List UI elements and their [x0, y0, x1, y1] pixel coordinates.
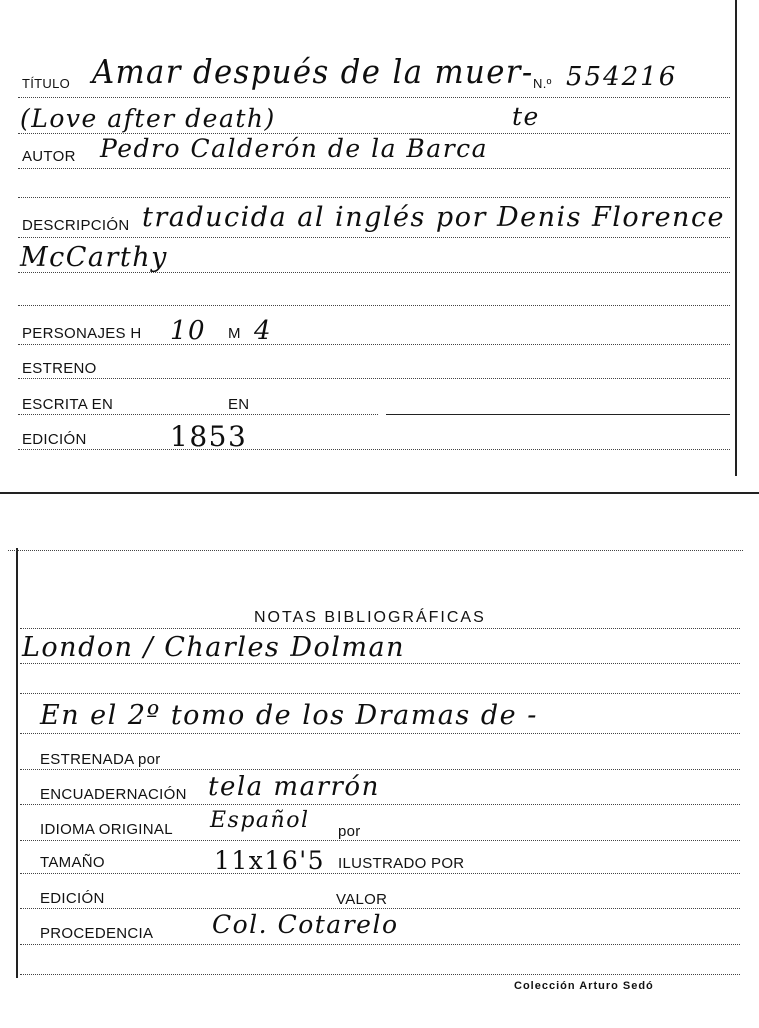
notas-rule-2 — [20, 693, 740, 694]
personajes-m-label: M — [228, 325, 241, 342]
catalog-card-bottom — [0, 540, 759, 1028]
blank-line-2 — [18, 305, 730, 306]
edicion-label-2: EDICIÓN — [40, 890, 105, 907]
idioma-label: IDIOMA ORIGINAL — [40, 821, 173, 838]
notas-heading: NOTAS BIBLIOGRÁFICAS — [254, 609, 486, 626]
encuadernacion-label: ENCUADERNACIÓN — [40, 786, 187, 803]
autor-label: AUTOR — [22, 148, 76, 165]
escrita-line — [18, 414, 378, 415]
estreno-label: ESTRENO — [22, 360, 97, 377]
estrenada-line — [20, 769, 740, 770]
notas-line-2: En el 2º tomo de los Dramas de - — [40, 700, 538, 731]
en-line — [386, 414, 730, 415]
card-left-border — [16, 548, 18, 978]
titulo-value: Amar después de la muer- — [92, 52, 534, 91]
procedencia-value: Col. Cotarelo — [212, 910, 399, 939]
titulo-label: TÍTULO — [22, 76, 71, 91]
encuadernacion-value: tela marrón — [208, 772, 380, 802]
titulo-line — [18, 97, 730, 98]
valor-label: VALOR — [336, 891, 388, 908]
estrenada-label: ESTRENADA por — [40, 751, 161, 768]
personajes-h-label: PERSONAJES H — [22, 325, 142, 342]
encuadernacion-line — [20, 804, 740, 805]
card-top-edge — [8, 550, 743, 551]
descripcion-value-1: traducida al inglés por Denis Florence — [142, 202, 726, 233]
procedencia-label: PROCEDENCIA — [40, 925, 154, 942]
number-value: 554216 — [566, 62, 678, 92]
edicion-line — [18, 449, 730, 450]
personajes-line — [18, 344, 730, 345]
escrita-en-label: ESCRITA EN — [22, 396, 114, 413]
edicion-label: EDICIÓN — [22, 431, 87, 448]
blank-line-1 — [18, 197, 730, 198]
edicion-value: 1853 — [170, 420, 248, 453]
te-mark: te — [512, 102, 540, 131]
ilustrado-label: ILUSTRADO POR — [338, 855, 465, 872]
notas-rule-1 — [20, 663, 740, 664]
autor-line — [18, 168, 730, 169]
bottom-line — [20, 974, 740, 975]
procedencia-line — [20, 944, 740, 945]
descripcion-line-2 — [18, 272, 730, 273]
descripcion-label: DESCRIPCIÓN — [22, 217, 130, 234]
en-label: EN — [228, 396, 250, 413]
catalog-card-top — [0, 0, 759, 492]
edicion-line-2 — [20, 908, 740, 909]
autor-value: Pedro Calderón de la Barca — [100, 134, 489, 163]
collection-footer: Colección Arturo Sedó — [514, 980, 654, 992]
personajes-h-value: 10 — [170, 316, 207, 346]
notas-line-1: London / Charles Dolman — [22, 632, 405, 663]
notas-rule-3 — [20, 733, 740, 734]
personajes-m-value: 4 — [254, 316, 273, 346]
tamano-value: 11x16'5 — [214, 846, 326, 875]
tamano-label: TAMAÑO — [40, 854, 105, 871]
tamano-line — [20, 873, 740, 874]
idioma-line — [20, 840, 740, 841]
idioma-value: Español — [210, 808, 310, 833]
subtitle-value: (Love after death) — [20, 104, 276, 133]
descripcion-value-2: McCarthy — [20, 242, 168, 273]
notas-line-0 — [20, 628, 740, 629]
number-label: N.º — [533, 76, 552, 91]
card-right-border — [735, 0, 737, 476]
estreno-line — [18, 378, 730, 379]
card-divider — [0, 492, 759, 494]
por-label: por — [338, 823, 361, 840]
descripcion-line-1 — [18, 237, 730, 238]
